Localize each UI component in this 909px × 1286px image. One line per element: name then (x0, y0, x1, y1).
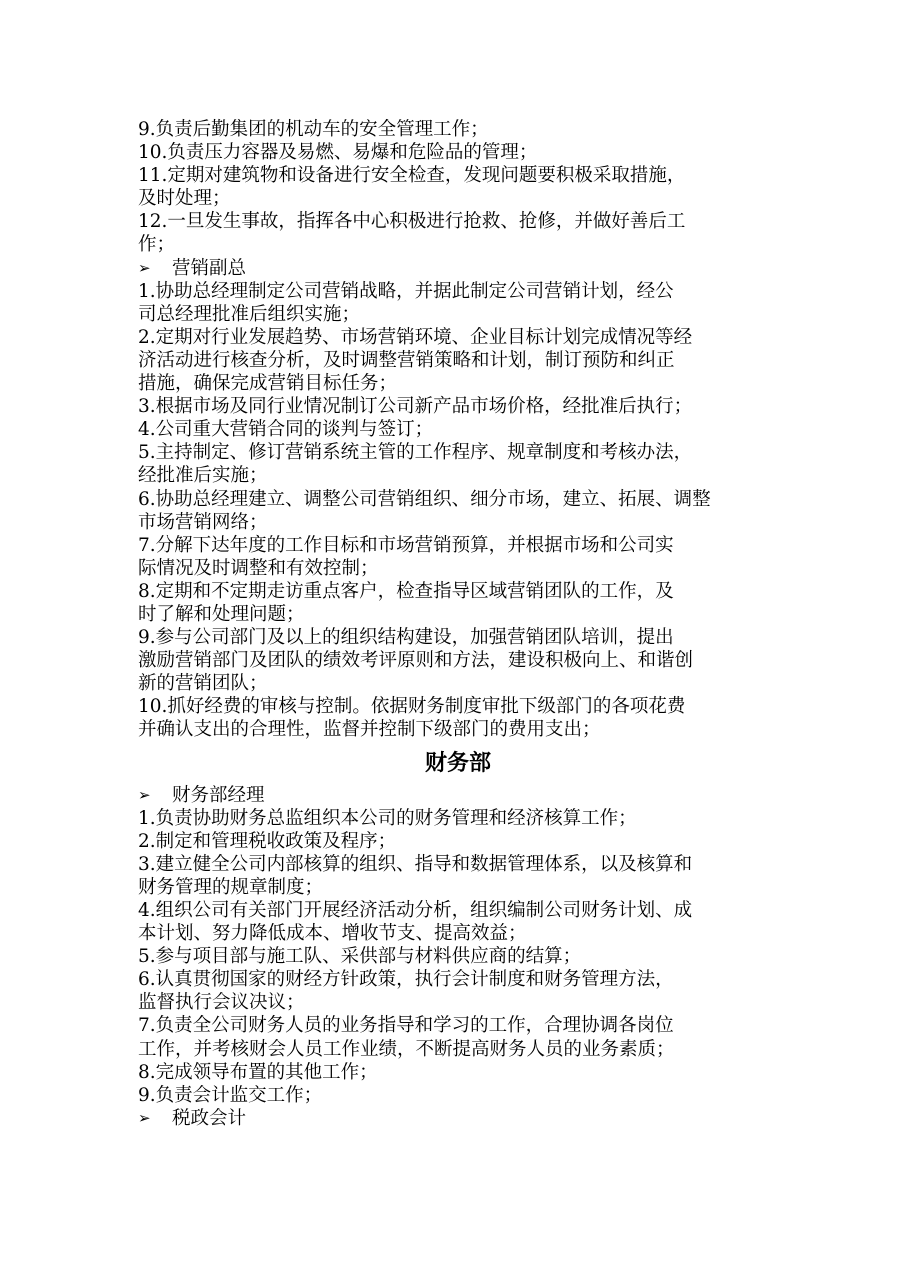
list-item: 7.分解下达年度的工作目标和市场营销预算，并根据市场和公司实 (138, 534, 674, 556)
list-item: 8.定期和不定期走访重点客户，检查指导区域营销团队的工作，及 (138, 580, 674, 602)
list-item: 财务管理的规章制度； (138, 876, 324, 898)
list-item: 激励营销部门及团队的绩效考评原则和方法，建设积极向上、和谐创 (138, 650, 694, 672)
list-item: 3.建立健全公司内部核算的组织、指导和数据管理体系，以及核算和 (138, 853, 693, 875)
list-item: 11.定期对建筑物和设备进行安全检查，发现问题要积极采取措施， (138, 165, 686, 187)
list-item: 工作，并考核财会人员工作业绩，不断提高财务人员的业务素质； (138, 1038, 675, 1060)
arrow-bullet-icon: ➢ (138, 1108, 151, 1127)
subheading-finance-manager (138, 784, 778, 807)
list-item: 6.协助总经理建立、调整公司营销组织、细分市场，建立、拓展、调整 (138, 488, 711, 510)
list-item: 9.负责后勤集团的机动车的安全管理工作； (138, 119, 489, 140)
subheading-label: 财务部经理 (172, 784, 265, 806)
list-item: 6.认真贯彻国家的财经方针政策，执行会计制度和财务管理方法， (138, 969, 674, 991)
list-item: 10.抓好经费的审核与控制。依据财务制度审批下级部门的各项花费 (138, 696, 686, 718)
list-item: 10.负责压力容器及易燃、易爆和危险品的管理； (138, 142, 538, 164)
arrow-bullet-icon: ➢ (138, 258, 151, 277)
subheading-label: 营销副总 (172, 257, 247, 279)
list-item: 4.组织公司有关部门开展经济活动分析，组织编制公司财务计划、成 (138, 900, 693, 921)
list-item: 8.完成领导布置的其他工作； (138, 1061, 378, 1083)
list-item: 及时处理； (138, 188, 231, 210)
document-body (138, 118, 778, 1130)
list-item: 新的营销团队； (138, 673, 268, 695)
list-item: 7.负责全公司财务人员的业务指导和学习的工作，合理协调各岗位 (138, 1015, 674, 1037)
list-item: 1.负责协助财务总监组织本公司的财务管理和经济核算工作； (138, 807, 637, 829)
list-item: 2.制定和管理税收政策及程序； (138, 830, 397, 852)
list-item: 作； (138, 234, 176, 256)
arrow-bullet-icon: ➢ (138, 785, 151, 804)
section-heading-finance: 财务部 (424, 749, 491, 776)
subheading-marketing-vp (138, 257, 778, 280)
list-item: 3.根据市场及同行业情况制订公司新产品市场价格，经批准后执行； (138, 396, 693, 418)
list-item: 1.协助总经理制定公司营销战略，并据此制定公司营销计划，经公 (138, 280, 674, 302)
list-item: 司总经理批准后组织实施； (138, 303, 361, 325)
list-item: 本计划、努力降低成本、增收节支、提高效益； (138, 923, 527, 945)
list-item: 监督执行会议决议； (138, 992, 305, 1014)
list-item: 5.主持制定、修订营销系统主管的工作程序、规章制度和考核办法， (138, 442, 693, 464)
list-item: 济活动进行核查分析，及时调整营销策略和计划，制订预防和纠正 (138, 349, 675, 371)
list-item: 际情况及时调整和有效控制； (138, 557, 379, 579)
list-item: 9.负责会计监交工作； (138, 1084, 323, 1106)
list-item: 2.定期对行业发展趋势、市场营销环境、企业目标计划完成情况等经 (138, 326, 693, 348)
list-item: 市场营销网络； (138, 511, 268, 533)
list-item: 5.参与项目部与施工队、采供部与材料供应商的结算； (138, 946, 582, 968)
logistics-duties-list (138, 118, 778, 257)
list-item: 措施，确保完成营销目标任务； (138, 373, 398, 395)
list-item: 经批准后实施； (138, 465, 268, 487)
list-item: 时了解和处理问题； (138, 603, 305, 625)
finance-duties-list (138, 807, 778, 1107)
subheading-label: 税政会计 (172, 1107, 247, 1129)
subheading-tax-accountant (138, 1107, 778, 1130)
marketing-duties-list (138, 280, 778, 742)
list-item: 并确认支出的合理性，监督并控制下级部门的费用支出； (138, 719, 601, 741)
list-item: 12.一旦发生事故，指挥各中心积极进行抢救、抢修，并做好善后工 (138, 211, 686, 233)
list-item: 9.参与公司部门及以上的组织结构建设，加强营销团队培训，提出 (138, 627, 674, 649)
list-item: 4.公司重大营销合同的谈判与签订； (138, 419, 434, 441)
